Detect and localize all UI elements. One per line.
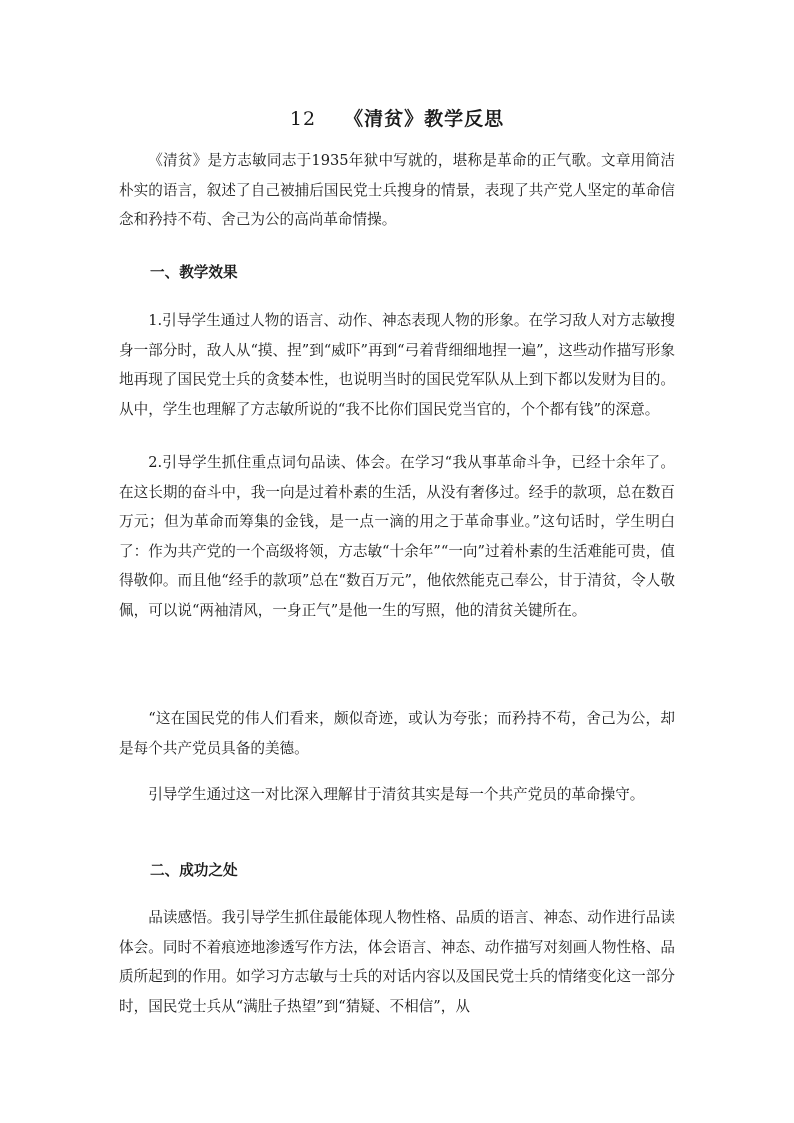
page-title bbox=[0, 104, 794, 131]
title-text: 《清贫》教学反思 bbox=[344, 108, 505, 130]
section-heading-2: 二、成功之处 bbox=[150, 862, 238, 879]
paragraph-5: 品读感悟。我引导学生抓住最能体现人物性格、品质的语言、神态、动作进行品读体会。同时不着痕迹地渗透写作方法，体会语言、神态、动作描写对刻画人物性格、品质所起到的作用。如学习方志敏与士兵的对话内容以及国民党士兵的情绪变化这一部分时，国民党士兵从“满肚子热望”到“猜疑、不相信”，从 bbox=[119, 909, 675, 1015]
intro-paragraph: 《清贫》是方志敏同志于1935年狱中写就的，堪称是革命的正气歌。文章用简洁朴实的语言，叙述了自己被捕后国民党士兵搜身的情景，表现了共产党人坚定的革命信念和矜持不苟、舍己为公的高尚革命情操。 bbox=[119, 152, 675, 228]
paragraph-4: 引导学生通过这一对比深入理解甘于清贫其实是每一个共产党员的革命操守。 bbox=[148, 786, 645, 803]
title-number: 12 bbox=[289, 108, 317, 130]
paragraph-1: 1.引导学生通过人物的语言、动作、神态表现人物的形象。在学习敌人对方志敏搜身一部分时，敌人从“摸、捏”到“威吓”再到“弓着背细细地捏一遍”，这些动作描写形象地再现了国民党士兵的贪婪本性，也说明当时的国民党军队从上到下都以发财为目的。从中，学生也理解了方志敏所说的“我不比你们国民党当官的，个个都有钱”的深意。 bbox=[119, 312, 675, 418]
section-heading-1: 一、教学效果 bbox=[150, 264, 238, 281]
paragraph-2: 2.引导学生抓住重点词句品读、体会。在学习“我从事革命斗争，已经十余年了。在这长期的奋斗中，我一向是过着朴素的生活，从没有奢侈过。经手的款项，总在数百万元；但为革命而筹集的金钱，是一点一滴的用之于革命事业。”这句话时，学生明白了：作为共产党的一个高级将领，方志敏“十余年”“一向”过着朴素的生活难能可贵，值得敬仰。而且他“经手的款项”总在“数百万元”，他依然能克己奉公，甘于清贫，令人敬佩，可以说“两袖清风，一身正气”是他一生的写照，他的清贫关键所在。 bbox=[119, 454, 675, 619]
paragraph-3: “这在国民党的伟人们看来，颇似奇迹，或认为夸张；而矜持不苟，舍己为公，却是每个共产党员具备的美德。 bbox=[119, 710, 675, 757]
